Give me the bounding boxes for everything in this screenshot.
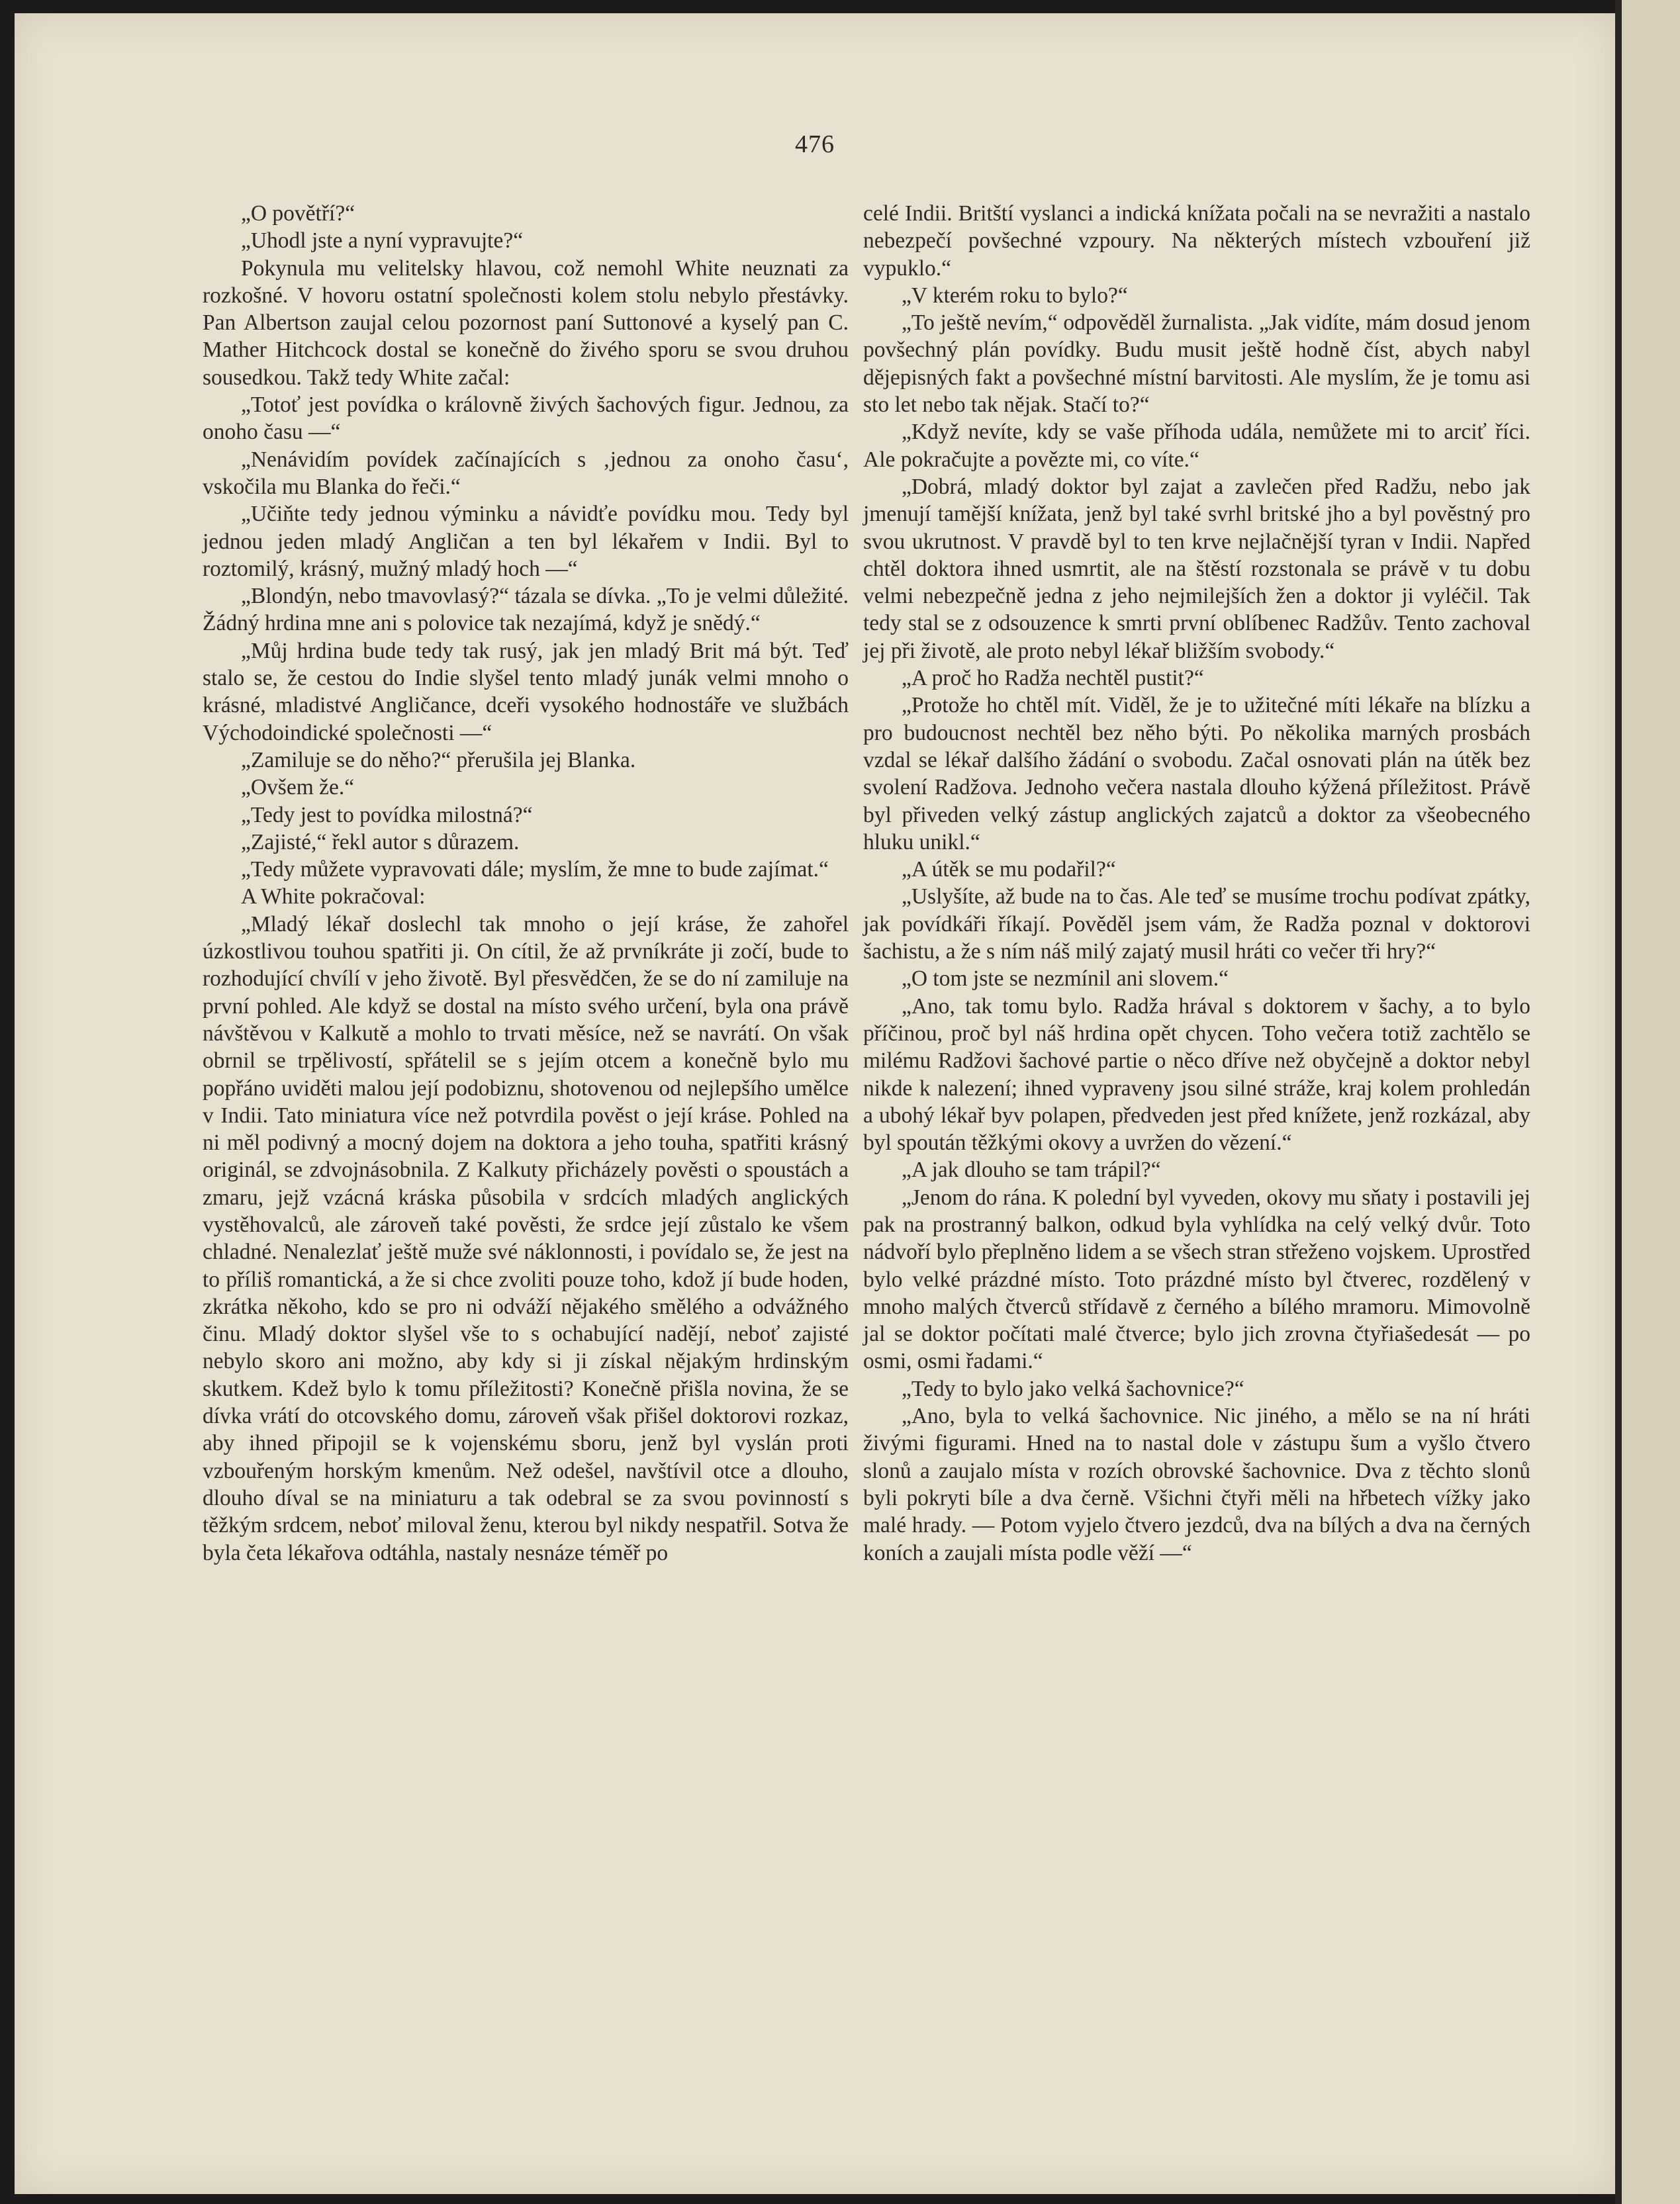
paragraph: „Totoť jest povídka o královně živých šachových figur. Jednou, za onoho času —“ xyxy=(203,392,849,445)
paragraph: „Ano, tak tomu bylo. Radža hrával s doktorem v šachy, a to bylo příčinou, proč byl náš hrdina opět chycen. Toho večera totiž zachtělo se milému Radžovi šachové partie o něco dříve než obyčejně a doktor nebyl nikde k nalezení; ihned vypraveny jsou silné stráže, kraj kolem prohledán a ubohý lékař byv polapen, předveden jest před knížete, jenž rozkázal, aby byl spoután těžkými okovy a uvržen do vězení.“ xyxy=(863,993,1530,1156)
paragraph: „O tom jste se nezmínil ani slovem.“ xyxy=(902,966,1229,991)
paragraph: „Jenom do rána. K polední byl vyveden, okovy mu sňaty i postavili jej pak na prostranný balkon, odkud byla vyhlídka na celý velký dvůr. Toto nádvoří bylo přeplněno lidem a se všech stran střeženo vojskem. Uprostřed bylo velké prázdné místo. Toto prázdné místo byl čtverec, rozdělený v mnoho malých čtverců střídavě z černého a bílého mramoru. Mimovolně jal se doktor počítati malé čtverce; bylo jich zrovna čtyřiašedesát — po osmi, osmi řadami.“ xyxy=(863,1185,1530,1374)
paragraph: „Tedy jest to povídka milostná?“ xyxy=(241,802,533,827)
paragraph: „Protože ho chtěl mít. Viděl, že je to užitečné míti lékaře na blízku a pro budoucnost nechtěl bez něho býti. Po několika marných prosbách vzdal se lékař dalšího žádání o svobodu. Začal osnovati plán na útěk bez svolení Radžova. Jednoho večera nastala dlouho kýžená příležitost. Právě byl přiveden velký zástup anglických zajatců a doktor za všeobecného hluku unikl.“ xyxy=(863,693,1530,854)
paragraph: „Ovšem že.“ xyxy=(241,775,355,800)
paragraph: „Tedy můžete vypravovati dále; myslím, že mne to bude zajímat.“ xyxy=(241,857,829,882)
paragraph: „O povětří?“ xyxy=(241,201,355,226)
left-text-column xyxy=(203,200,849,1567)
paragraph: „Můj hrdina bude tedy tak rusý, jak jen mladý Brit má být. Teď stalo se, že cestou do Indie slyšel tento mladý junák velmi mnoho o krásné, mladistvé Angličance, dceři vysokého hodnostáře ve službách Východoindické společnosti —“ xyxy=(203,638,849,745)
paragraph: Pokynula mu velitelsky hlavou, což nemohl White neuznati za rozkošné. V hovoru ostatní společnosti kolem stolu nebylo přestávky. Pan Albertson zaujal celou pozornost paní Suttonové a kyselý pan C. Mather Hitchcock dostal se konečně do živého sporu se svou druhou sousedkou. Takž tedy White začal: xyxy=(203,255,849,390)
paragraph: „Nenávidím povídek začínajících s ‚jednou za onoho času‘, vskočila mu Blanka do řeči.“ xyxy=(203,447,849,499)
adjacent-page-edge xyxy=(1622,0,1680,2204)
paragraph: „Blondýn, nebo tmavovlasý?“ tázala se dívka. „To je velmi důležité. Žádný hrdina mne ani s polovice tak nezajímá, když je snědý.“ xyxy=(203,584,849,636)
paragraph: „Mladý lékař doslechl tak mnoho o její kráse, že zahořel úzkostlivou touhou spatřiti ji. On cítil, že až prvníkráte ji zočí, bude to rozhodující chvílí v jeho životě. Byl přesvědčen, že se do ní zamiluje na první pohled. Ale když se dostal na místo svého určení, byla ona právě návštěvou v Kalkutě a mohlo to trvati měsíce, než se navrátí. On však obrnil se trpělivostí, spřátelil se s jejím otcem a konečně bylo mu popřáno uviděti malou její podobiznu, shotovenou od nejlepšího umělce v Indii. Tato miniatura více než potvrdila pověst o její kráse. Pohled na ni měl podivný a mocný dojem na doktora a jeho touha, spatřiti krásný originál, se zdvojnásobnila. Z Kalkuty přicházely pověsti o spoustách a zmaru, jejž vzácná kráska působila v srdcích mladých anglických vystěhovalců, ale zároveň také pověsti, že srdce její zůstalo ke všem chladné. Nenalezlať ještě muže své náklonnosti, i povídalo se, že jest na to příliš romantická, a že si chce zvoliti pouze toho, kdož jí bude hoden, zkrátka někoho, kdo se pro ni odváží nějakého smělého a odvážného činu. Mladý doktor slyšel vše to s ochabující nadějí, neboť zajisté nebylo skoro ani možno, aby kdy si ji získal nějakým hrdinským skutkem. Kdež bylo k tomu příležitosti? Konečně přišla novina, že se dívka vrátí do otcovského domu, zároveň však přišel doktorovi rozkaz, aby ihned připojil se k vojenskému sboru, jenž byl vyslán proti vzbouřeným horským kmenům. Než odešel, navštívil otce a dlouho, dlouho díval se na miniaturu a tak odebral se za svou povinností s těžkým srdcem, neboť miloval ženu, kterou byl nikdy nespatřil. Sotva že byla četa lékařova odtáhla, nastaly nesnáze téměř po xyxy=(203,911,849,1565)
paragraph: „Dobrá, mladý doktor byl zajat a zavlečen před Radžu, nebo jak jmenují tamější knížata, jenž byl také svrhl britské jho a byl pověstný pro svou ukrutnost. V pravdě byl to ten krve nejlačnější tyran v Indii. Napřed chtěl doktora ihned usmrtit, ale na štěstí rozstonala se právě v tu dobu velmi nebezpečně jedna z jeho nejmilejších žen a doktor ji vyléčil. Tak tedy stal se z odsouzence k smrti první oblíbenec Radžův. Tento zachoval jej při životě, ale proto nebyl lékař bližším svobody.“ xyxy=(863,474,1530,663)
paragraph: „V kterém roku to bylo?“ xyxy=(902,283,1128,308)
paragraph: „Učiňte tedy jednou výminku a návidťe povídku mou. Tedy byl jednou jeden mladý Angličan a ten byl lékařem v Indii. Byl to roztomilý, krásný, mužný mladý hoch —“ xyxy=(203,502,849,581)
paragraph: „Tedy to bylo jako velká šachovnice?“ xyxy=(902,1376,1244,1401)
paragraph: „A útěk se mu podařil?“ xyxy=(902,857,1116,882)
page-number: 476 xyxy=(795,130,835,158)
book-page xyxy=(15,13,1615,2194)
paragraph: „Když nevíte, kdy se vaše příhoda udála, nemůžete mi to arciť říci. Ale pokračujte a povězte mi, co víte.“ xyxy=(863,420,1530,472)
paragraph: A White pokračoval: xyxy=(241,884,426,909)
paragraph: „A jak dlouho se tam trápil?“ xyxy=(902,1158,1161,1183)
paragraph: „Zajisté,“ řekl autor s důrazem. xyxy=(241,829,520,854)
paragraph: „To ještě nevím,“ odpověděl žurnalista. „Jak vidíte, mám dosud jenom povšechný plán povídky. Budu musit ještě hodně číst, abych nabyl dějepisných fakt a povšechné místní barvitosti. Ale myslím, že je tomu asi sto let nebo tak nějak. Stačí to?“ xyxy=(863,310,1530,418)
paragraph: „Ano, byla to velká šachovnice. Nic jiného, a mělo se na ní hráti živými figurami. Hned na to nastal dole v zástupu šum a vyšlo čtvero slonů a zaujalo místa v rozích obrovské šachovnice. Dva z těchto slonů byli pokryti bíle a dva černě. Všichni čtyři měli na hřbetech vížky jako malé hrady. — Potom vyjelo čtvero jezdců, dva na bílých a dva na černých koních a zaujali místa podle věží —“ xyxy=(863,1404,1530,1565)
paragraph: „Uhodl jste a nyní vypravujte?“ xyxy=(241,228,524,253)
paragraph: „A proč ho Radža nechtěl pustit?“ xyxy=(902,666,1204,691)
right-text-column xyxy=(863,200,1530,1567)
paragraph: „Uslyšíte, až bude na to čas. Ale teď se musíme trochu podívat zpátky, jak povídkáři říkají. Pověděl jsem vám, že Radža poznal v doktorovi šachistu, a že s ním náš milý zajatý musil hráti co večer tři hry?“ xyxy=(863,884,1530,964)
paragraph: „Zamiluje se do něho?“ přerušila jej Blanka. xyxy=(241,747,636,772)
paragraph: celé Indii. Britští vyslanci a indická knížata počali na se nevražiti a nastalo nebezpečí povšechné vzpoury. Na některých místech vzbouření již vypuklo.“ xyxy=(863,201,1530,281)
book-gutter xyxy=(1615,0,1622,2204)
